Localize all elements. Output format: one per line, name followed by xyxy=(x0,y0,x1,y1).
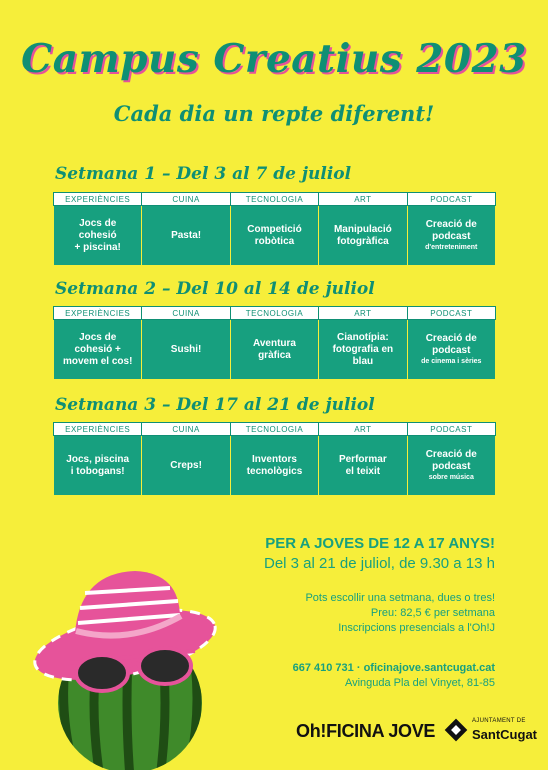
ajuntament-santcugat-logo xyxy=(444,714,537,748)
column-podcast: PODCAST xyxy=(407,423,495,436)
column-experiencies: EXPERIÈNCIES xyxy=(54,193,142,206)
info-line-weeks: Pots escollir una setmana, dues o tres! xyxy=(305,592,495,604)
info-line-price: Preu: 82,5 € per setmana xyxy=(370,607,495,619)
activity-cell: Creació de podcast d'entreteniment xyxy=(407,206,495,266)
info-block xyxy=(305,591,495,636)
week-2-title: Setmana 2 – Del 10 al 14 de juliol xyxy=(55,279,375,299)
activity-cell: Competició robòtica xyxy=(230,206,318,266)
poster-subtitle: Cada dia un repte diferent! xyxy=(113,101,435,126)
column-cuina: CUINA xyxy=(142,193,230,206)
column-podcast: PODCAST xyxy=(407,193,495,206)
activity-cell: Aventura gràfica xyxy=(230,320,318,380)
column-cuina: CUINA xyxy=(142,307,230,320)
week-3-schedule xyxy=(53,422,496,496)
column-art: ART xyxy=(319,423,407,436)
council-label-big: SantCugat xyxy=(472,727,537,742)
schedule-header-row xyxy=(54,193,496,206)
watermelon-illustration xyxy=(30,553,230,770)
schedule-header-row xyxy=(54,307,496,320)
column-art: ART xyxy=(319,307,407,320)
column-tecnologia: TECNOLOGIA xyxy=(230,423,318,436)
column-tecnologia: TECNOLOGIA xyxy=(230,193,318,206)
week-2-schedule xyxy=(53,306,496,380)
column-art: ART xyxy=(319,193,407,206)
week-3-title: Setmana 3 – Del 17 al 21 de juliol xyxy=(55,395,375,415)
column-cuina: CUINA xyxy=(142,423,230,436)
activity-cell: Sushi! xyxy=(142,320,230,380)
schedule-activity-row xyxy=(54,206,496,266)
activity-cell: Manipulació fotogràfica xyxy=(319,206,407,266)
dates-text: Del 3 al 21 de juliol, de 9.30 a 13 h xyxy=(264,555,495,572)
info-line-registration: Inscripcions presencials a l'Oh!J xyxy=(338,622,495,634)
activity-cell: Creació de podcast sobre música xyxy=(407,436,495,496)
activity-cell: Pasta! xyxy=(142,206,230,266)
activity-cell: Cianotípia: fotografia en blau xyxy=(319,320,407,380)
column-experiencies: EXPERIÈNCIES xyxy=(54,307,142,320)
activity-cell: Creps! xyxy=(142,436,230,496)
schedule-header-row xyxy=(54,423,496,436)
ohficina-jove-logo: Oh!FICINA JOVE xyxy=(296,721,436,741)
contact-line: 667 410 731 · oficinajove.santcugat.cat xyxy=(292,662,495,674)
contact-block xyxy=(293,661,495,691)
activity-cell: Inventors tecnològics xyxy=(230,436,318,496)
age-range-heading: PER A JOVES DE 12 A 17 ANYS! xyxy=(265,535,495,552)
schedule-activity-row xyxy=(54,320,496,380)
activity-cell: Jocs, piscina i tobogans! xyxy=(54,436,142,496)
column-tecnologia: TECNOLOGIA xyxy=(230,307,318,320)
column-podcast: PODCAST xyxy=(407,307,495,320)
phone-number: 667 410 731 xyxy=(292,662,354,674)
activity-cell: Jocs de cohesió + movem el cos! xyxy=(54,320,142,380)
activity-cell: Jocs de cohesió + piscina! xyxy=(54,206,142,266)
schedule-activity-row xyxy=(54,436,496,496)
poster-title: Campus Creatius 2023 xyxy=(21,36,527,82)
council-label-small: AJUNTAMENT DE xyxy=(472,718,526,724)
website-link[interactable]: oficinajove.santcugat.cat xyxy=(363,662,495,674)
week-1-schedule xyxy=(53,192,496,266)
week-1-title: Setmana 1 – Del 3 al 7 de juliol xyxy=(55,164,352,184)
activity-cell: Performar el teixit xyxy=(319,436,407,496)
activity-cell: Creació de podcast de cinema i sèries xyxy=(407,320,495,380)
council-emblem-icon xyxy=(444,718,468,742)
column-experiencies: EXPERIÈNCIES xyxy=(54,423,142,436)
address-text: Avinguda Pla del Vinyet, 81-85 xyxy=(344,677,495,689)
